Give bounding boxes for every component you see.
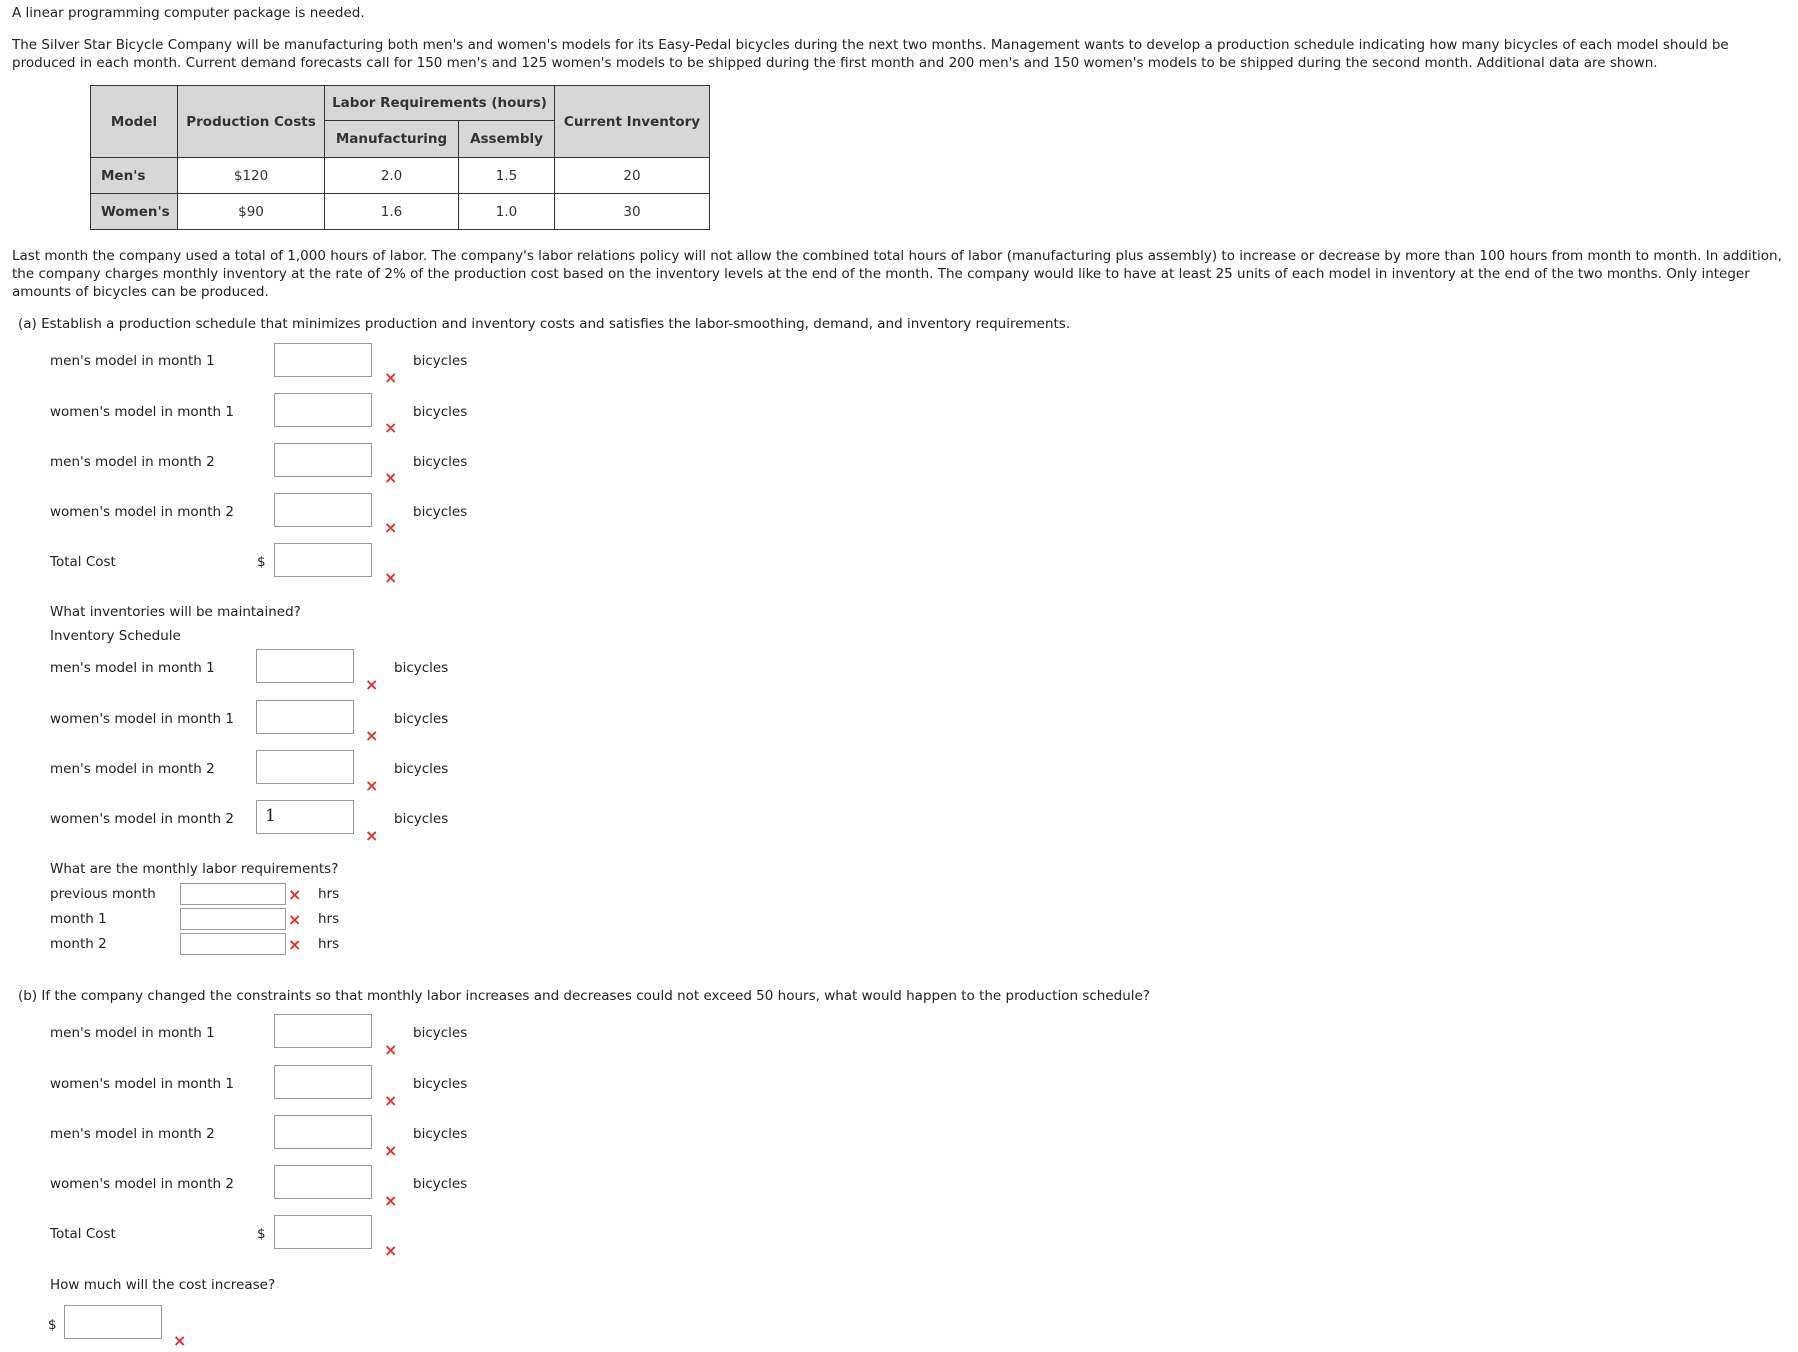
prod-label: men's model in month 2 [50, 1126, 215, 1142]
total-cost-input[interactable] [274, 543, 372, 577]
header-assembly: Assembly [459, 121, 555, 158]
incorrect-icon: × [384, 1191, 398, 1210]
prod-label: women's model in month 2 [50, 504, 234, 520]
men-month2-input[interactable] [274, 443, 372, 477]
row-manufacturing: 2.0 [325, 158, 459, 194]
b-women-month1-input[interactable] [274, 1065, 372, 1099]
labor-month1-input[interactable] [180, 908, 286, 930]
unit-label: hrs [318, 936, 340, 952]
labor-previous-month-input[interactable] [180, 883, 286, 905]
row-inventory: 20 [555, 158, 710, 194]
unit-label: bicycles [413, 404, 468, 420]
cost-increase-input[interactable] [64, 1305, 162, 1339]
incorrect-icon: × [365, 776, 379, 795]
labor-question: What are the monthly labor requirements? [50, 861, 339, 877]
prod-label: women's model in month 2 [50, 1176, 234, 1192]
unit-label: bicycles [394, 811, 449, 827]
b-men-month2-input[interactable] [274, 1115, 372, 1149]
cost-increase-question: How much will the cost increase? [50, 1277, 276, 1293]
currency-symbol: $ [48, 1317, 57, 1333]
inventory-label: women's model in month 1 [50, 711, 234, 727]
incorrect-icon: × [384, 518, 398, 537]
row-model: Women's [91, 194, 178, 230]
incorrect-icon: × [384, 468, 398, 487]
part-b-question: (b) If the company changed the constraints so that monthly labor increases and decreases could not exceed 50 hours, what would happen to the production schedule? [18, 988, 1150, 1004]
women-month2-input[interactable] [274, 493, 372, 527]
prod-label: men's model in month 1 [50, 353, 215, 369]
header-current-inventory: Current Inventory [555, 86, 710, 158]
unit-label: bicycles [413, 1025, 468, 1041]
input-value: 1 [265, 806, 276, 826]
header-labor-requirements: Labor Requirements (hours) [325, 86, 555, 121]
data-table [90, 85, 710, 230]
inventory-men-month2-input[interactable] [256, 750, 354, 784]
incorrect-icon: × [384, 1040, 398, 1059]
currency-symbol: $ [257, 1226, 266, 1242]
unit-label: bicycles [413, 454, 468, 470]
prod-label: men's model in month 2 [50, 454, 215, 470]
row-cost: $90 [178, 194, 325, 230]
labor-label: previous month [50, 886, 156, 902]
incorrect-icon: × [365, 675, 379, 694]
inventory-label: men's model in month 1 [50, 660, 215, 676]
part-a-question: (a) Establish a production schedule that minimizes production and inventory costs and satisfies the labor-smoothing, demand, and inventory requirements. [18, 316, 1071, 332]
b-total-cost-input[interactable] [274, 1215, 372, 1249]
inventory-question: What inventories will be maintained? [50, 604, 301, 620]
row-assembly: 1.5 [459, 158, 555, 194]
row-manufacturing: 1.6 [325, 194, 459, 230]
incorrect-icon: × [384, 568, 398, 587]
incorrect-icon: × [365, 726, 379, 745]
intro-text: A linear programming computer package is needed. [12, 5, 365, 21]
unit-label: hrs [318, 886, 340, 902]
unit-label: bicycles [413, 504, 468, 520]
unit-label: bicycles [413, 353, 468, 369]
b-women-month2-input[interactable] [274, 1165, 372, 1199]
inventory-heading: Inventory Schedule [50, 628, 181, 644]
currency-symbol: $ [257, 554, 266, 570]
row-model: Men's [91, 158, 178, 194]
problem-text: The Silver Star Bicycle Company will be manufacturing both men's and women's models for its Easy-Pedal bicycles during the next two months. Management wants to develop a production schedule indicating how many bicycles of each model should be produced in each month. Current demand forecasts call for 150 men's and 125 women's models to be shipped during the first month and 200 men's and 150 women's models to be shipped during the second month. Additional data are shown. [12, 37, 1729, 71]
labor-label: month 1 [50, 911, 107, 927]
inventory-label: men's model in month 2 [50, 761, 215, 777]
table-row [91, 194, 710, 230]
inventory-women-month1-input[interactable] [256, 700, 354, 734]
incorrect-icon: × [384, 1241, 398, 1260]
unit-label: bicycles [413, 1126, 468, 1142]
inventory-women-month2-input[interactable] [256, 800, 354, 834]
prod-label: men's model in month 1 [50, 1025, 215, 1041]
total-cost-label: Total Cost [50, 554, 116, 570]
unit-label: bicycles [413, 1076, 468, 1092]
incorrect-icon: × [365, 826, 379, 845]
row-assembly: 1.0 [459, 194, 555, 230]
inventory-label: women's model in month 2 [50, 811, 234, 827]
unit-label: bicycles [394, 711, 449, 727]
men-month1-input[interactable] [274, 343, 372, 377]
unit-label: bicycles [394, 761, 449, 777]
labor-policy-text: Last month the company used a total of 1,000 hours of labor. The company's labor relations policy will not allow the combined total hours of labor (manufacturing plus assembly) to increase or decrease by more than 100 hours from month to month. In addition, the company charges monthly inventory at the rate of 2% of the production cost based on the inventory levels at the end of the month. The company would like to have at least 25 units of each model in inventory at the end of the two months. Only integer amounts of bicycles can be produced. [12, 248, 1782, 300]
prod-label: women's model in month 1 [50, 1076, 234, 1092]
incorrect-icon: × [384, 1091, 398, 1110]
labor-label: month 2 [50, 936, 107, 952]
incorrect-icon: × [173, 1331, 187, 1350]
unit-label: hrs [318, 911, 340, 927]
header-model: Model [91, 86, 178, 158]
women-month1-input[interactable] [274, 393, 372, 427]
incorrect-icon: × [384, 418, 398, 437]
header-production-costs: Production Costs [178, 86, 325, 158]
incorrect-icon: × [384, 368, 398, 387]
unit-label: bicycles [413, 1176, 468, 1192]
header-manufacturing: Manufacturing [325, 121, 459, 158]
row-inventory: 30 [555, 194, 710, 230]
incorrect-icon: × [384, 1141, 398, 1160]
row-cost: $120 [178, 158, 325, 194]
incorrect-icon: × [288, 910, 302, 929]
labor-month2-input[interactable] [180, 933, 286, 955]
b-men-month1-input[interactable] [274, 1014, 372, 1048]
incorrect-icon: × [288, 935, 302, 954]
inventory-men-month1-input[interactable] [256, 649, 354, 683]
table-row [91, 158, 710, 194]
total-cost-label: Total Cost [50, 1226, 116, 1242]
prod-label: women's model in month 1 [50, 404, 234, 420]
incorrect-icon: × [288, 885, 302, 904]
unit-label: bicycles [394, 660, 449, 676]
